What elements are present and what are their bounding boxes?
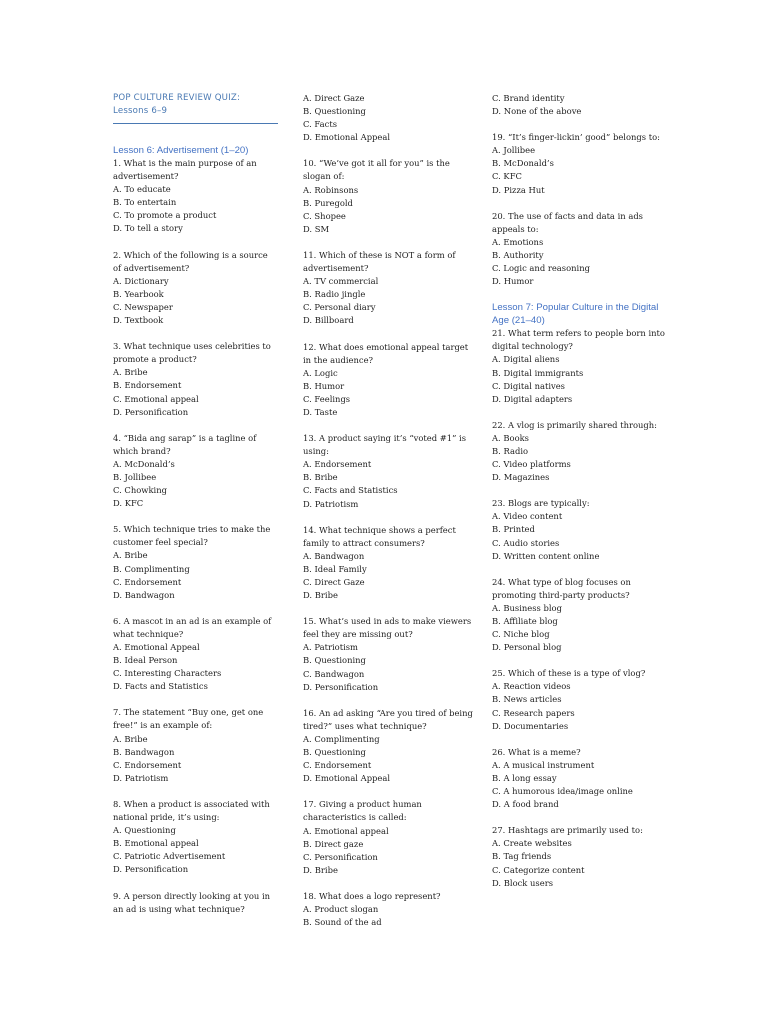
answer-option: B. Sound of the ad (303, 917, 382, 928)
answer-option: C. Interesting Characters (113, 668, 222, 679)
question-block (492, 131, 667, 196)
answer-option: A. Direct Gaze (303, 93, 365, 103)
answer-option: B. McDonald’s (492, 158, 554, 169)
answer-option: B. Endorsement (113, 380, 182, 391)
answer-option: B. Questioning (303, 747, 366, 758)
question-text: 15. What’s used in ads to make viewers feel they are missing out? (303, 616, 472, 640)
answer-option: D. Pizza Hut (492, 184, 545, 195)
answer-option: A. Business blog (492, 602, 562, 613)
answer-option: A. Digital aliens (492, 354, 560, 365)
answer-option: C. Audio stories (492, 537, 560, 548)
answer-option: D. Billboard (303, 315, 354, 326)
question-block (113, 615, 278, 694)
answer-option: B. Questioning (303, 106, 366, 117)
question-text: 18. What does a logo represent? (303, 890, 441, 901)
answer-option: D. A food brand (492, 799, 559, 810)
answer-option: C. Video platforms (492, 459, 571, 470)
answer-option: B. Ideal Person (113, 655, 178, 666)
answer-option: C. Categorize content (492, 864, 585, 875)
answer-option: B. Tag friends (492, 851, 552, 862)
answer-option: D. None of the above (492, 106, 582, 117)
answer-option: D. Personal blog (492, 642, 562, 653)
question-text: 4. “Bida ang sarap” is a tagline of which brand? (113, 432, 257, 456)
question-block (492, 497, 667, 562)
answer-option: B. To entertain (113, 197, 177, 208)
question-block (113, 798, 278, 877)
question-text: 7. The statement “Buy one, get one free!” is an example of: (113, 707, 264, 731)
answer-option: A. Emotions (492, 236, 544, 247)
answer-option: B. Humor (303, 380, 345, 391)
question-text: 23. Blogs are typically: (492, 498, 590, 509)
answer-option: B. Direct gaze (303, 838, 364, 849)
question-text: 5. Which technique tries to make the customer feel special? (113, 524, 271, 548)
question-text: 19. “It’s finger-lickin’ good” belongs to: (492, 132, 660, 143)
question-block (303, 249, 475, 328)
answer-option: C. To promote a product (113, 210, 217, 221)
answer-option: D. SM (303, 223, 330, 234)
answer-option: B. News articles (492, 694, 562, 705)
answer-option: B. Complimenting (113, 563, 190, 574)
answer-option: D. Personification (303, 681, 379, 692)
answer-option: B. Jollibee (113, 471, 157, 482)
answer-option: C. Digital natives (492, 380, 565, 391)
answer-option: A. Bandwagon (303, 550, 365, 561)
answer-option: A. Bribe (113, 733, 148, 744)
page-title: POP CULTURE REVIEW QUIZ: Lessons 6–9 (113, 93, 241, 116)
answer-option: D. Emotional Appeal (303, 132, 391, 143)
answer-option: D. Patriotism (303, 498, 359, 509)
question-text: 26. What is a meme? (492, 746, 581, 757)
answer-option: D. Humor (492, 276, 534, 287)
answer-option: A. Books (492, 432, 529, 443)
answer-option: A. Emotional Appeal (113, 642, 200, 652)
answer-option: D. Personification (113, 406, 189, 417)
question-block (492, 327, 667, 406)
question-text: 9. A person directly looking at you in an ad is using what technique? (113, 890, 271, 914)
answer-option: B. Printed (492, 524, 535, 535)
answer-option: C. KFC (492, 171, 522, 182)
answer-option: C. Facts and Statistics (303, 485, 398, 496)
answer-option: B. Ideal Family (303, 563, 367, 574)
answer-option: A. Complimenting (303, 733, 380, 744)
answer-option: B. Bribe (303, 472, 338, 483)
question-text: 27. Hashtags are primarily used to: (492, 825, 643, 836)
answer-option: D. Digital adapters (492, 393, 573, 404)
question-text: 2. Which of the following is a source of advertisement? (113, 249, 268, 273)
question-block (113, 340, 278, 419)
answer-option: C. Facts (303, 119, 338, 130)
question-text: 8. When a product is associated with national pride, it’s using: (113, 798, 270, 823)
answer-option: D. Block users (492, 877, 553, 888)
question-block (113, 706, 278, 785)
question-block (113, 249, 278, 328)
answer-option: A. Robinsons (303, 184, 359, 195)
answer-option: D. Facts and Statistics (113, 681, 208, 692)
lesson-heading: Lesson 7: Popular Culture in the Digital Age (21–40) (492, 302, 659, 327)
question-block (492, 210, 667, 289)
answer-option: B. Questioning (303, 655, 366, 666)
column-3 (492, 92, 667, 903)
question-block (303, 890, 475, 929)
answer-option: C. Endorsement (303, 760, 372, 771)
answer-option: D. Magazines (492, 472, 550, 483)
answer-option: C. Direct Gaze (303, 577, 365, 587)
answer-option: B. Bandwagon (113, 746, 175, 757)
answer-option: A. A musical instrument (492, 759, 595, 770)
answer-option: B. Yearbook (113, 288, 164, 299)
question-block (303, 524, 475, 603)
answer-option: C. Research papers (492, 707, 575, 718)
question-block (303, 798, 475, 877)
answer-option: A. Dictionary (113, 275, 169, 286)
question-block (492, 576, 667, 655)
answer-option: C. Patriotic Advertisement (113, 851, 226, 862)
answer-option: A. TV commercial (303, 276, 379, 287)
question-block (303, 157, 475, 236)
answer-option: C. Shopee (303, 210, 346, 221)
answer-option: C. Brand identity (492, 93, 565, 103)
answer-option: A. Logic (303, 367, 338, 378)
question-text: 14. What technique shows a perfect family to attract consumers? (303, 524, 456, 548)
answer-option: A. Emotional appeal (303, 825, 389, 836)
answer-option: B. Digital immigrants (492, 367, 584, 378)
answer-option: D. KFC (113, 498, 144, 509)
answer-option: B. Radio (492, 445, 529, 456)
answer-option: C. Chowking (113, 485, 167, 496)
answer-option: B. A long essay (492, 772, 557, 783)
answer-option: A. Questioning (113, 825, 176, 836)
answer-option: A. Bribe (113, 367, 148, 378)
question-text: 12. What does emotional appeal target in the audience? (303, 341, 469, 365)
title-divider (113, 123, 278, 124)
question-text: 24. What type of blog focuses on promoting third-party products? (492, 576, 631, 600)
answer-option: B. Emotional appeal (113, 838, 199, 849)
answer-option: C. Emotional appeal (113, 393, 199, 404)
answer-option: C. A humorous idea/image online (492, 786, 633, 797)
question-block (113, 157, 278, 236)
question-block (492, 746, 667, 811)
answer-option: C. Personification (303, 851, 378, 862)
answer-option: A. Endorsement (303, 459, 372, 470)
answer-option: B. Authority (492, 249, 544, 260)
question-text: 10. “We’ve got it all for you” is the slogan of: (303, 158, 450, 182)
answer-option: C. Logic and reasoning (492, 263, 590, 274)
question-text: 21. What term refers to people born into digital technology? (492, 328, 665, 352)
answer-option: A. Jollibee (492, 145, 536, 156)
question-block (492, 92, 667, 118)
answer-option: A. McDonald’s (113, 458, 175, 469)
answer-option: D. Patriotism (113, 772, 169, 783)
answer-option: D. Bribe (303, 864, 338, 875)
answer-option: A. To educate (113, 184, 171, 195)
question-block (303, 341, 475, 420)
answer-option: A. Create websites (492, 838, 572, 849)
answer-option: C. Niche blog (492, 629, 550, 640)
answer-option: A. Bribe (113, 550, 148, 561)
answer-option: D. Bandwagon (113, 589, 175, 600)
question-block (113, 432, 278, 511)
answer-option: D. To tell a story (113, 223, 183, 234)
question-text: 11. Which of these is NOT a form of advertisement? (303, 249, 456, 274)
question-block (492, 419, 667, 484)
answer-option: C. Personal diary (303, 302, 376, 313)
answer-option: D. Personification (113, 864, 189, 875)
answer-option: A. Video content (492, 511, 563, 522)
answer-option: D. Bribe (303, 590, 338, 601)
answer-option: B. Radio jingle (303, 289, 366, 300)
answer-option: D. Emotional Appeal (303, 773, 391, 784)
answer-option: C. Endorsement (113, 759, 182, 770)
column-1 (113, 92, 278, 929)
answer-option: D. Written content online (492, 550, 600, 561)
answer-option: C. Feelings (303, 393, 351, 404)
answer-option: A. Patriotism (303, 642, 358, 653)
question-block (492, 667, 667, 732)
question-block (303, 707, 475, 786)
column-2 (303, 92, 475, 942)
answer-option: D. Taste (303, 406, 338, 417)
answer-option: D. Documentaries (492, 720, 569, 731)
answer-option: A. Reaction videos (492, 681, 571, 692)
question-block (303, 615, 475, 694)
answer-option: C. Endorsement (113, 576, 182, 587)
answer-option: B. Affiliate blog (492, 616, 558, 626)
question-block (303, 432, 475, 511)
question-block (113, 523, 278, 602)
question-text: 16. An ad asking “Are you tired of being tired?” uses what technique? (303, 707, 473, 731)
lesson-heading: Lesson 6: Advertisement (1–20) (113, 145, 249, 156)
question-text: 13. A product saying it’s “voted #1” is using: (303, 433, 467, 457)
question-text: 3. What technique uses celebrities to promote a product? (113, 341, 271, 365)
question-text: 22. A vlog is primarily shared through: (492, 419, 657, 430)
answer-option: C. Newspaper (113, 301, 173, 312)
question-block (113, 890, 278, 916)
question-block (303, 92, 475, 144)
answer-option: D. Textbook (113, 315, 164, 326)
question-text: 6. A mascot in an ad is an example of what technique? (113, 615, 272, 639)
answer-option: B. Puregold (303, 197, 353, 208)
question-block (492, 824, 667, 889)
question-text: 20. The use of facts and data in ads appeals to: (492, 210, 643, 234)
question-text: 1. What is the main purpose of an advertisement? (113, 158, 257, 182)
question-text: 25. Which of these is a type of vlog? (492, 668, 646, 679)
answer-option: C. Bandwagon (303, 668, 365, 679)
answer-option: A. Product slogan (303, 903, 379, 914)
question-text: 17. Giving a product human characteristics is called: (303, 799, 422, 823)
